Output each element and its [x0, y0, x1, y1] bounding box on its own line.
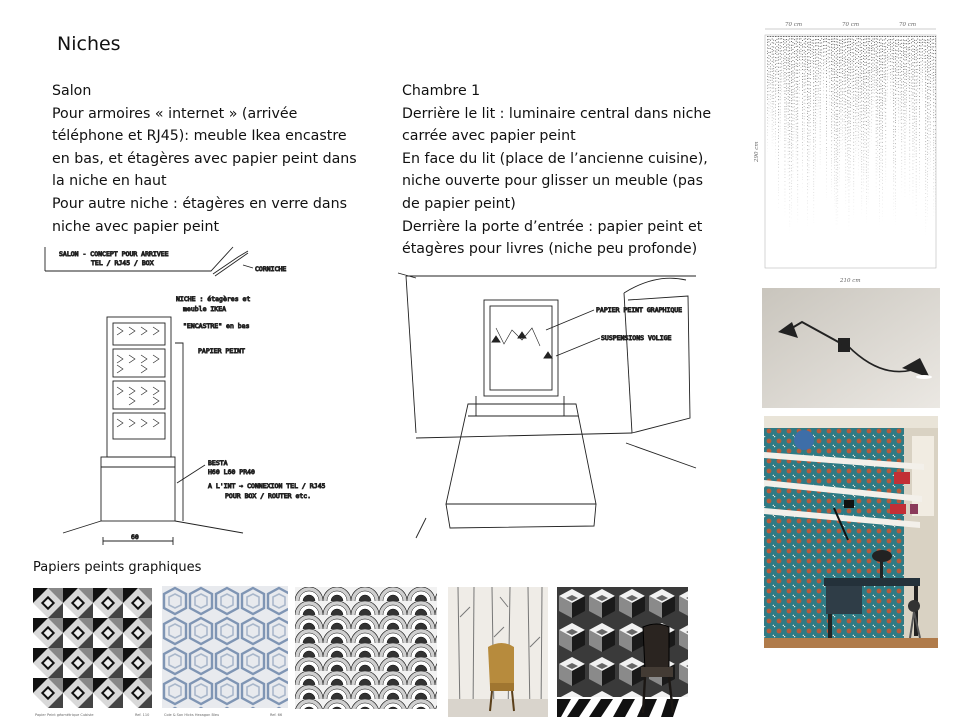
- papier-label: PAPIER PEINT: [198, 347, 245, 355]
- swatch-fan: [295, 587, 437, 717]
- salon-sketch: [43, 243, 360, 553]
- wall-lamp-photo: [762, 288, 940, 408]
- dim-top: 70 cm: [842, 22, 860, 28]
- wallpaper-panel: [752, 16, 944, 288]
- niche-note: NICHE : étagères et: [176, 295, 251, 303]
- salon-line: niche avec papier peint: [52, 218, 220, 235]
- suspensions-label: SUSPENSIONS VOLIGE: [601, 334, 672, 342]
- chambre-heading: Chambre 1: [402, 83, 481, 99]
- chambre-line: Derrière la porte d’entrée : papier peint et: [402, 218, 703, 235]
- corniche-label: CORNICHE: [255, 265, 287, 273]
- swatch-cubist: [33, 588, 152, 718]
- swatch-ref: Ref. 110: [135, 713, 150, 717]
- chambre-line: En face du lit (place de l’ancienne cuisine),: [402, 150, 708, 167]
- chambre-line: carrée avec papier peint: [402, 128, 576, 145]
- chambre-sketch: [396, 268, 729, 553]
- swatch-caption: Cole & Son Hicks Hexagon Bleu: [164, 713, 220, 717]
- papier-peint-label: PAPIER PEINT GRAPHIQUE: [596, 306, 683, 314]
- dim-top: 70 cm: [785, 22, 803, 28]
- salon-line: en bas, et étagères avec papier peint dans: [52, 150, 357, 167]
- swatch-birch: [448, 587, 548, 717]
- salon-description: [52, 80, 357, 238]
- sketch-subtitle: TEL / RJ45 / BOX: [91, 259, 154, 267]
- swatches-caption: Papiers peints graphiques: [33, 560, 202, 575]
- dim-bottom: 210 cm: [840, 278, 861, 284]
- dim-top: 70 cm: [899, 22, 917, 28]
- niche-note: "ENCASTRE" en bas: [183, 322, 250, 330]
- niche-note: meuble IKEA: [183, 305, 227, 313]
- swatch-ref: Ref. 66: [270, 713, 283, 717]
- chambre-line: niche ouverte pour glisser un meuble (pas: [402, 173, 704, 190]
- salon-heading: Salon: [52, 83, 92, 99]
- besta-label: A L'INT → CONNEXION TEL / RJ45: [208, 482, 326, 490]
- besta-label: H60 L60 PR40: [208, 468, 255, 476]
- swatch-3d-cubes: [557, 587, 688, 717]
- salon-line: Pour armoires « internet » (arrivée: [52, 105, 298, 122]
- chambre-line: de papier peint): [402, 195, 516, 212]
- chambre-line: Derrière le lit : luminaire central dans niche: [402, 105, 712, 122]
- dim-side: 290 cm: [754, 141, 760, 162]
- width-label: 60: [131, 533, 139, 541]
- salon-line: Pour autre niche : étagères en verre dans: [52, 195, 347, 212]
- study-room-photo: [764, 416, 938, 648]
- besta-label: BESTA: [208, 459, 228, 467]
- chambre-description: [402, 80, 711, 261]
- page-title: Niches: [57, 33, 121, 55]
- salon-line: téléphone et RJ45): meuble Ikea encastre: [52, 128, 347, 145]
- swatch-caption: Papier Peint géométrique Cubiste: [35, 713, 94, 717]
- sketch-title: SALON - CONCEPT POUR ARRIVEE: [59, 250, 169, 258]
- salon-line: la niche en haut: [52, 173, 167, 190]
- besta-label: POUR BOX / ROUTER etc.: [225, 492, 312, 500]
- chambre-line: étagères pour livres (niche peu profonde): [402, 241, 698, 258]
- swatch-hexagon: [162, 586, 288, 718]
